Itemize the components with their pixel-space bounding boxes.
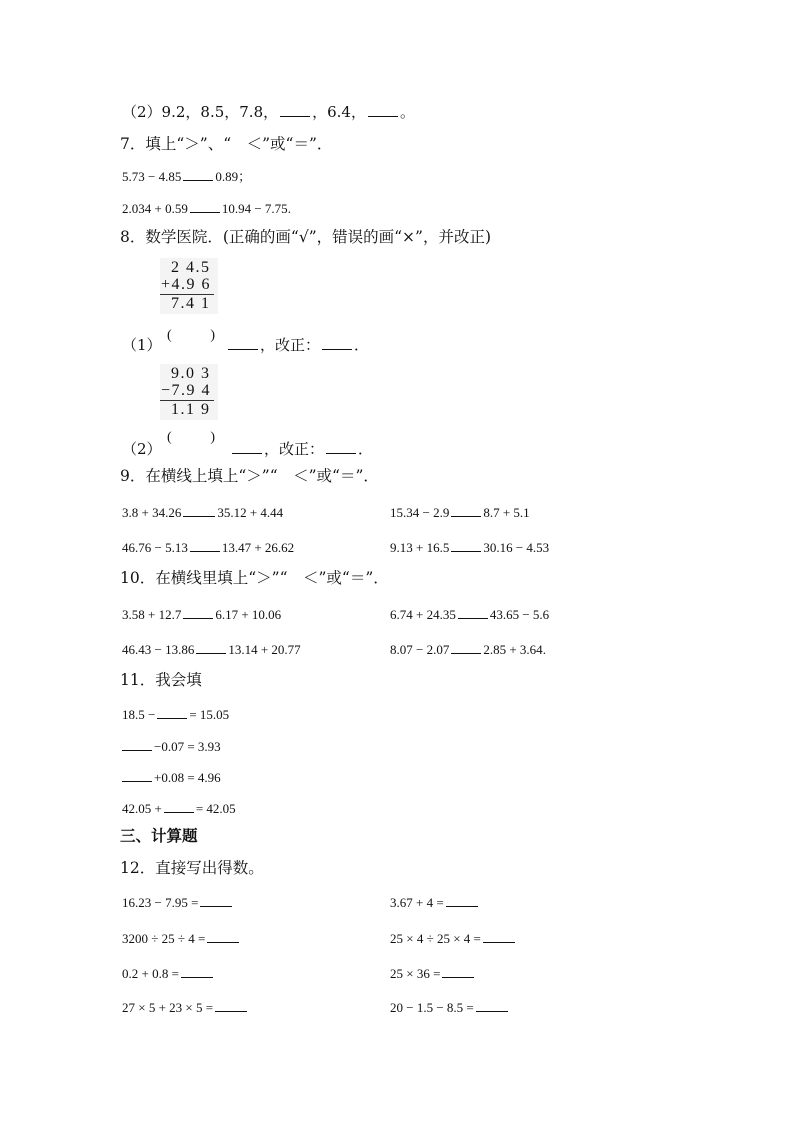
fix-dot: ．: [358, 440, 374, 458]
q12-item-h: [390, 998, 510, 1017]
q7-row1-right: 0.89；: [215, 169, 252, 184]
fix-label: ，改正：: [264, 440, 325, 458]
expr-left: 9.13 + 16.5: [390, 540, 450, 555]
section-title: 三、计算题: [120, 826, 198, 845]
judge-paren-1[interactable]: [167, 330, 215, 346]
q8-part2-label: （2）: [122, 440, 162, 458]
q12-item-f: [390, 964, 476, 983]
q9-item-d: [390, 538, 549, 557]
expr: 25 × 4 ÷ 25 × 4 =: [390, 931, 481, 946]
expr-right: 35.12 + 4.44: [217, 505, 284, 520]
compare-blank[interactable]: [451, 538, 481, 552]
answer-blank[interactable]: [442, 964, 474, 978]
q7-row2-dot: .: [287, 201, 291, 216]
compare-blank[interactable]: [183, 503, 215, 517]
answer-blank[interactable]: [122, 737, 152, 751]
calc1-addend: +4.9 6: [161, 276, 212, 293]
q8-part2-fix: [230, 440, 373, 458]
answer-blank[interactable]: [122, 768, 152, 782]
expr: 16.23 − 7.95 =: [122, 895, 199, 910]
q11-title: 11．我会填: [120, 671, 202, 689]
paren-right: ): [210, 430, 215, 445]
q9-title: 9．在横线上填上“＞”“ ＜”或“＝”．: [120, 467, 379, 485]
expr: 0.2 + 0.8 =: [122, 966, 179, 981]
q11-row3: [120, 768, 221, 787]
expr-left: 15.34 − 2.9: [390, 505, 450, 520]
compare-blank[interactable]: [190, 199, 220, 213]
fix-label: ，改正：: [260, 336, 321, 354]
answer-blank[interactable]: [322, 336, 352, 350]
q6-part2-mid: ，6.4，: [312, 103, 366, 121]
expr: 3200 ÷ 25 ÷ 4 =: [122, 931, 206, 946]
q7-row2-left: 2.034 + 0.59: [122, 201, 188, 216]
q7-row1: [122, 167, 251, 186]
vertical-calc-2: [160, 364, 218, 420]
answer-blank[interactable]: [200, 893, 232, 907]
q12-item-a: [122, 893, 234, 912]
judge-paren-2[interactable]: [167, 432, 215, 448]
q11-row1: [122, 705, 229, 724]
answer-blank[interactable]: [280, 103, 310, 117]
compare-blank[interactable]: [451, 503, 481, 517]
q10-title: 10．在横线里填上“＞”“ ＜”或“＝”．: [120, 569, 389, 587]
q7-row1-left: 5.73 − 4.85: [122, 169, 182, 184]
compare-blank[interactable]: [451, 640, 481, 654]
expr-right: 2.85 + 3.64: [483, 642, 543, 657]
answer-blank[interactable]: [476, 998, 508, 1012]
expr-right: 6.17 + 10.06: [215, 607, 282, 622]
expr-left: 18.5 −: [122, 707, 156, 722]
q6-part2-line: [122, 103, 415, 121]
q11-row4: [122, 799, 236, 818]
q6-part2-prefix: （2）9.2，8.5，7.8，: [122, 103, 279, 121]
q9-item-a: [122, 503, 283, 522]
expr-right: = 42.05: [195, 801, 236, 816]
vertical-calc-1: [160, 258, 218, 314]
compare-blank[interactable]: [183, 605, 213, 619]
q12-item-d: [390, 929, 517, 948]
q10-item-d: [390, 640, 546, 659]
compare-blank[interactable]: [183, 167, 213, 181]
q9-item-b: [390, 503, 530, 522]
expr: 27 × 5 + 23 × 5 =: [122, 1000, 214, 1015]
answer-blank[interactable]: [215, 998, 247, 1012]
paren-left: (: [167, 328, 172, 343]
answer-blank[interactable]: [326, 440, 356, 454]
expr-right: = 15.05: [189, 707, 230, 722]
expr: 3.67 + 4 =: [390, 895, 444, 910]
q8-part1-label: （1）: [122, 336, 162, 354]
q10-item-c: [122, 640, 301, 659]
q7-title: 7．填上“＞”、“ ＜”或“＝”．: [120, 135, 333, 153]
calc1-top: 2 4.5: [171, 259, 211, 276]
calc1-result: 7.4 1: [171, 295, 211, 312]
answer-blank[interactable]: [483, 929, 515, 943]
q8-title: 8．数学医院．(正确的画“√”，错误的画“×”，并改正): [120, 228, 492, 246]
q12-item-c: [122, 929, 241, 948]
expr: 20 − 1.5 − 8.5 =: [390, 1000, 474, 1015]
expr-right: 43.65 − 5.6: [489, 607, 550, 622]
q12-item-e: [122, 964, 215, 983]
calc2-result: 1.1 9: [171, 401, 211, 418]
expr-left: 8.07 − 2.07: [390, 642, 450, 657]
q8-part1-fix: [226, 336, 369, 354]
answer-blank[interactable]: [157, 705, 187, 719]
paren-right: ): [210, 328, 215, 343]
expr-left: 42.05 +: [122, 801, 162, 816]
expr-left: 46.43 − 13.86: [122, 642, 195, 657]
expr-left: 3.8 + 34.26: [122, 505, 182, 520]
fix-dot: ．: [354, 336, 370, 354]
q7-row2: [122, 199, 291, 218]
calc2-subtrahend: −7.9 4: [161, 382, 212, 399]
calc2-top: 9.0 3: [171, 365, 211, 382]
q12-item-g: [122, 998, 249, 1017]
answer-blank[interactable]: [228, 336, 258, 350]
q10-item-a: [122, 605, 281, 624]
q7-row2-right: 10.94 − 7.75: [221, 201, 288, 216]
q9-item-c: [122, 538, 294, 557]
q12-title: 12．直接写出得数。: [120, 859, 264, 877]
q10-item-b: [390, 605, 549, 624]
paren-left: (: [167, 430, 172, 445]
q6-part2-end: 。: [399, 103, 415, 121]
answer-blank[interactable]: [232, 440, 262, 454]
expr-right: 30.16 − 4.53: [483, 540, 550, 555]
expr-right: 13.47 + 26.62: [221, 540, 295, 555]
expr-left: 46.76 − 5.13: [122, 540, 188, 555]
expr-right: 13.14 + 20.77: [228, 642, 301, 657]
q12-item-b: [390, 893, 480, 912]
q11-row2: [120, 737, 221, 756]
answer-blank[interactable]: [207, 929, 239, 943]
expr-right: +0.08 = 4.96: [154, 770, 221, 785]
answer-blank[interactable]: [164, 799, 194, 813]
answer-blank[interactable]: [181, 964, 213, 978]
expr-left: 6.74 + 24.35: [390, 607, 456, 622]
compare-blank[interactable]: [196, 640, 226, 654]
expr: 25 × 36 =: [390, 966, 441, 981]
expr-right: −0.07 = 3.93: [154, 739, 221, 754]
compare-blank[interactable]: [458, 605, 488, 619]
answer-blank[interactable]: [446, 893, 478, 907]
answer-blank[interactable]: [368, 103, 398, 117]
expr-right: 8.7 + 5.1: [483, 505, 530, 520]
compare-blank[interactable]: [190, 538, 220, 552]
expr-dot: .: [542, 642, 546, 657]
expr-left: 3.58 + 12.7: [122, 607, 182, 622]
